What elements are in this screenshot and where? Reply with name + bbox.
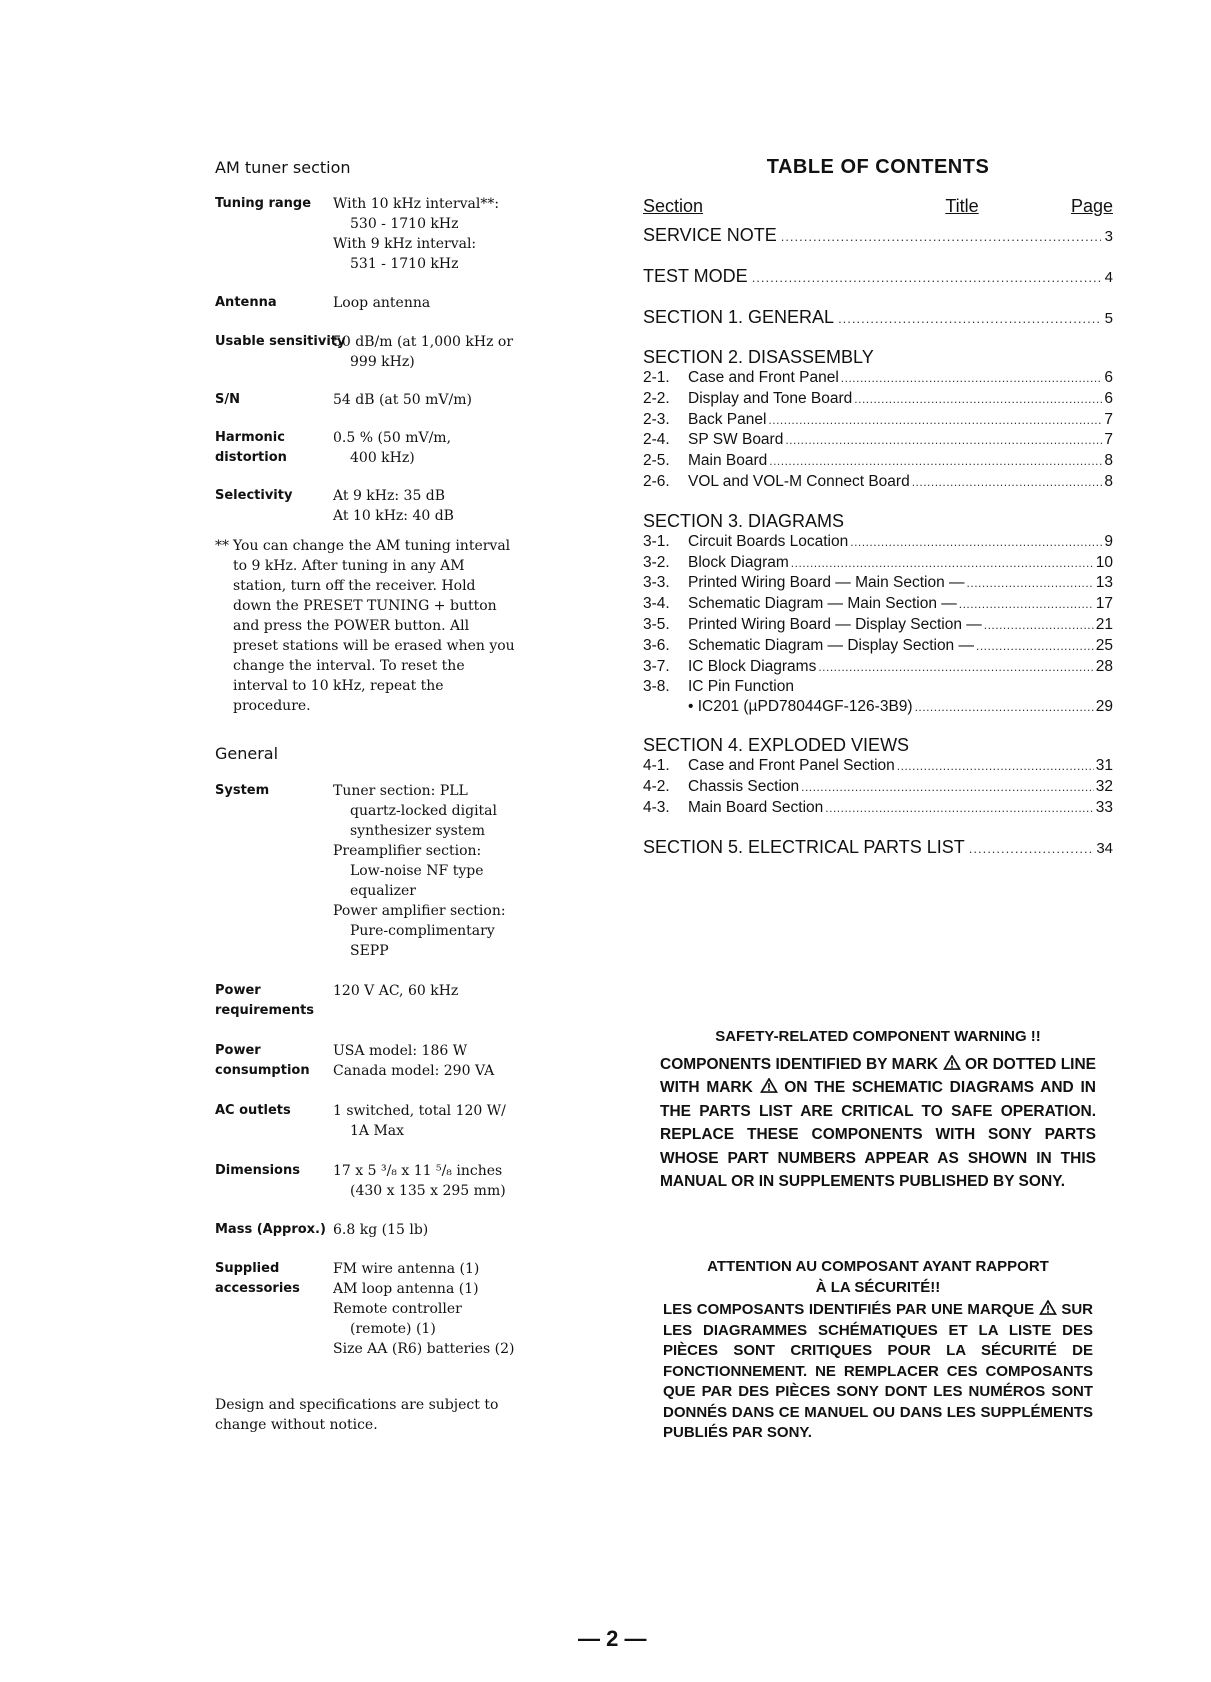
- spec-value: [333, 781, 655, 961]
- safety-warning-body: [660, 1053, 1096, 1194]
- toc-item-ic201[interactable]: [643, 697, 1113, 718]
- toc-item-page: 17: [1095, 595, 1113, 613]
- spec-value-line: synthesizer system: [350, 823, 485, 839]
- spec-value-line: 999 kHz): [350, 354, 415, 370]
- spec-value-line: 531 - 1710 kHz: [350, 256, 459, 272]
- spec-antenna: [215, 293, 655, 313]
- dot-leader: [769, 452, 1102, 472]
- spec-label-line: Harmonic: [215, 430, 285, 445]
- safety-warning-text: COMPONENTS IDENTIFIED BY MARK: [660, 1055, 939, 1073]
- safety-warning-text: SUR LES DIAGRAMMES SCHÉMATIQUES ET LA LISTE DES PIÈCES SONT CRITIQUES POUR LA SÉCURITÉ DE FONCTIONNEMENT. NE REMPLACER CES COMPOSANTS QUE PAR DES PIÈCES SONY DONT LES NUMÉROS SONT DONNÉS DANS CE MANUEL OU DANS LES SUPPLÉMENTS PUBLIÉS PAR SONY.: [663, 1301, 1093, 1441]
- spec-power-requirements: [215, 981, 655, 1021]
- toc-item[interactable]: [643, 615, 1113, 636]
- toc-item-page: 6: [1104, 389, 1113, 407]
- toc-item-page: 9: [1104, 532, 1113, 550]
- toc-item-number: 2-2.: [643, 389, 670, 407]
- spec-label-line: Supplied: [215, 1261, 280, 1276]
- toc-item-number: 2-5.: [643, 452, 670, 470]
- spec-value: [333, 1041, 655, 1081]
- spec-value-line: At 10 kHz: 40 dB: [333, 508, 454, 524]
- toc-item-page: 6: [1104, 369, 1113, 386]
- toc-section-3-heading[interactable]: SECTION 3. DIAGRAMS: [643, 510, 845, 531]
- toc-item-number: 2-6.: [643, 472, 670, 490]
- toc-entry-page: 5: [1104, 310, 1113, 327]
- dot-leader: [785, 431, 1102, 451]
- toc-item-page: 28: [1095, 657, 1113, 675]
- toc-item-number: 3-5.: [643, 615, 670, 633]
- toc-item[interactable]: [643, 472, 1113, 493]
- spec-label: Antenna: [215, 295, 277, 310]
- spec-value: [333, 428, 655, 468]
- toc-item-label: VOL and VOL-M Connect Board: [688, 472, 910, 490]
- toc-item-label: Circuit Boards Location: [688, 532, 849, 550]
- spec-label-line: consumption: [215, 1063, 310, 1078]
- spec-label-line: accessories: [215, 1281, 300, 1296]
- spec-value-line: USA model: 186 W: [333, 1043, 468, 1059]
- toc-section-3-items: [643, 532, 1113, 718]
- spec-label-line: requirements: [215, 1003, 315, 1018]
- toc-item[interactable]: [643, 451, 1113, 472]
- warning-triangle-icon: [943, 1055, 961, 1070]
- spec-value: 120 V AC, 60 kHz: [333, 983, 459, 999]
- dot-leader: [838, 308, 1101, 330]
- spec-value: [333, 332, 655, 372]
- toc-entry-label: SERVICE NOTE: [643, 225, 777, 245]
- dot-leader: [768, 411, 1102, 431]
- toc-item[interactable]: [643, 594, 1113, 615]
- toc-item[interactable]: [643, 410, 1113, 431]
- spec-system: [215, 781, 655, 961]
- toc-col-section: Section: [643, 196, 704, 216]
- note-text: You can change the AM tuning interval to 9 kHz. After tuning in any AM station, turn off the receiver. Hold down the PRESET TUNING + button and press the POWER button. All preset stations will be erased when you change the interval. To reset the interval to 10 kHz, repeat the procedure.: [233, 538, 515, 714]
- toc-title: TABLE OF CONTENTS: [766, 156, 990, 178]
- spec-value-line: (430 x 135 x 295 mm): [350, 1183, 506, 1199]
- toc-entry-test-mode[interactable]: [643, 265, 1113, 289]
- toc-col-title: Title: [945, 196, 979, 216]
- spec-value-line: Pure-complimentary: [350, 923, 495, 939]
- toc-item-number: 3-8.: [643, 678, 670, 696]
- safety-warning-english: [660, 1025, 1096, 1194]
- toc-item-label: Printed Wiring Board — Main Section —: [688, 574, 965, 592]
- spec-value-line: With 10 kHz interval**:: [333, 196, 500, 212]
- toc-item[interactable]: [643, 657, 1113, 678]
- am-interval-note: [215, 536, 655, 716]
- spec-value-line: Size AA (R6) batteries (2): [333, 1341, 515, 1357]
- toc-item-label: Case and Front Panel: [688, 369, 839, 386]
- note-mark: **: [215, 538, 229, 554]
- table-of-contents: [643, 156, 1113, 860]
- safety-warning-title: SAFETY-RELATED COMPONENT WARNING !!: [715, 1028, 1041, 1045]
- toc-item[interactable]: [643, 756, 1113, 777]
- toc-item-label: IC Pin Function: [688, 678, 794, 696]
- spec-label: Dimensions: [215, 1163, 300, 1178]
- general-heading: General: [215, 744, 279, 763]
- toc-item-label: Case and Front Panel Section: [688, 756, 895, 774]
- dot-leader: [781, 226, 1101, 248]
- toc-item-page: 13: [1095, 574, 1113, 592]
- spec-label: [215, 1041, 333, 1081]
- toc-entry-label: SECTION 5. ELECTRICAL PARTS LIST: [643, 837, 965, 858]
- toc-item[interactable]: [643, 636, 1113, 657]
- spec-value: [333, 1161, 655, 1201]
- toc-item-number: 4-1.: [643, 756, 670, 774]
- toc-item-page: 21: [1095, 615, 1113, 633]
- toc-item[interactable]: [643, 368, 1113, 389]
- toc-section-2-heading[interactable]: SECTION 2. DISASSEMBLY: [643, 347, 874, 367]
- am-tuner-heading: AM tuner section: [215, 158, 351, 177]
- spec-tuning-range: [215, 194, 655, 274]
- toc-item[interactable]: [643, 573, 1113, 594]
- page-number: — 2 —: [578, 1626, 647, 1651]
- toc-entry-page: 3: [1104, 228, 1113, 245]
- toc-item-label: Printed Wiring Board — Display Section —: [688, 615, 982, 633]
- spec-value-line: equalizer: [350, 883, 416, 899]
- dot-leader: [752, 267, 1101, 289]
- toc-item-label: Schematic Diagram — Display Section —: [688, 636, 974, 654]
- spec-value-line: 1A Max: [350, 1123, 405, 1139]
- spec-ac-outlets: [215, 1101, 655, 1141]
- toc-item[interactable]: [643, 677, 1113, 697]
- spec-dimensions: [215, 1161, 655, 1201]
- spec-label: [215, 981, 333, 1021]
- toc-entry-section-5[interactable]: [643, 836, 1113, 860]
- toc-entry-label: SECTION 1. GENERAL: [643, 307, 835, 327]
- spec-value-line: With 9 kHz interval:: [333, 236, 477, 252]
- spec-value-line: AM loop antenna (1): [333, 1281, 479, 1297]
- toc-entry-page: 4: [1104, 269, 1113, 286]
- dot-leader: [959, 595, 1094, 615]
- toc-item-number: 3-3.: [643, 574, 670, 592]
- spec-value-line: At 9 kHz: 35 dB: [333, 488, 446, 504]
- safety-warning-body: [663, 1300, 1093, 1444]
- toc-column-headers: [643, 196, 1113, 217]
- toc-item-page: 33: [1095, 798, 1113, 816]
- toc-item-label: Main Board: [688, 452, 768, 470]
- toc-item[interactable]: [643, 553, 1113, 574]
- toc-item-label: Block Diagram: [688, 553, 789, 571]
- dot-leader: [818, 658, 1093, 678]
- toc-item-number: 3-2.: [643, 553, 670, 571]
- dot-leader: [969, 838, 1093, 860]
- toc-item-page: 25: [1095, 636, 1113, 654]
- spec-usable-sensitivity: [215, 332, 655, 372]
- dot-leader: [801, 778, 1094, 798]
- dot-leader: [976, 637, 1094, 657]
- spec-label: S/N: [215, 392, 240, 407]
- spec-value-line: Preamplifier section:: [333, 843, 482, 859]
- spec-supplied-accessories: [215, 1259, 655, 1359]
- toc-item-page: 10: [1095, 553, 1113, 571]
- toc-item-label: SP SW Board: [688, 431, 784, 449]
- spec-label-line: Power: [215, 983, 261, 998]
- spec-value-line: quartz-locked digital: [350, 803, 498, 819]
- toc-section-4-items: [643, 756, 1113, 818]
- toc-item-label: Back Panel: [688, 410, 767, 428]
- spec-sn: [215, 390, 655, 410]
- toc-item-label: Schematic Diagram — Main Section —: [688, 595, 957, 613]
- toc-section-4-heading[interactable]: SECTION 4. EXPLODED VIEWS: [643, 734, 910, 755]
- toc-entry-page: 34: [1096, 840, 1113, 858]
- toc-item-label: IC Block Diagrams: [688, 657, 817, 675]
- toc-item-number: 3-6.: [643, 636, 670, 654]
- spec-label-line: distortion: [215, 450, 287, 465]
- safety-warning-text: OR DOTTED LINE WITH MARK: [660, 1055, 1097, 1096]
- safety-warning-text: LES COMPOSANTS IDENTIFIÉS PAR UNE MARQUE: [663, 1301, 1035, 1318]
- spec-value-line: Low-noise NF type: [350, 863, 484, 879]
- dot-leader: [825, 799, 1093, 819]
- dot-leader: [791, 554, 1094, 574]
- toc-item-page: 32: [1095, 777, 1113, 795]
- spec-label: AC outlets: [215, 1103, 291, 1118]
- spec-value: 6.8 kg (15 lb): [333, 1222, 429, 1238]
- spec-value-line: SEPP: [350, 943, 389, 959]
- toc-item[interactable]: [643, 389, 1113, 410]
- safety-warning-text: ON THE SCHEMATIC DIAGRAMS AND IN THE PARTS LIST ARE CRITICAL TO SAFE OPERATION. REPLACE THESE COMPONENTS WITH SONY PARTS WHOSE PART NUMBERS APPEAR AS SHOWN IN THIS MANUAL OR IN SUPPLEMENTS PUBLISHED BY SONY.: [660, 1079, 1096, 1190]
- spec-value-line: Tuner section: PLL: [333, 783, 468, 799]
- spec-value-line: 50 dB/m (at 1,000 kHz or: [333, 334, 514, 350]
- spec-value-line: 17 x 5 ³/₈ x 11 ⁵/₈ inches: [333, 1163, 503, 1179]
- spec-label: Usable sensitivity: [215, 334, 346, 349]
- toc-entry-label: TEST MODE: [643, 266, 748, 286]
- safety-warning-title: À LA SÉCURITÉ!!: [815, 1278, 941, 1296]
- toc-col-page: Page: [1070, 196, 1113, 216]
- toc-item-number: 2-1.: [643, 369, 670, 386]
- toc-item-page: 31: [1095, 756, 1113, 774]
- spec-label: Selectivity: [215, 488, 293, 503]
- toc-item-number: 4-2.: [643, 777, 670, 795]
- dot-leader: [912, 473, 1103, 493]
- spec-harmonic-distortion: [215, 428, 655, 468]
- specifications-column: [215, 158, 655, 1435]
- spec-value: 54 dB (at 50 mV/m): [333, 392, 472, 408]
- spec-label: Tuning range: [215, 196, 312, 211]
- spec-label: System: [215, 783, 270, 798]
- spec-value-line: 530 - 1710 kHz: [350, 216, 459, 232]
- spec-label: Mass (Approx.): [215, 1222, 326, 1237]
- spec-value-line: Canada model: 290 VA: [333, 1063, 495, 1079]
- toc-entry-section-1[interactable]: [643, 306, 1113, 330]
- toc-item-number: 2-4.: [643, 431, 670, 449]
- spec-value-line: Remote controller: [333, 1301, 462, 1317]
- toc-item-page: 7: [1104, 431, 1113, 449]
- toc-item-page: 29: [1095, 698, 1113, 716]
- toc-item-page: 8: [1104, 472, 1113, 490]
- toc-item-label: Main Board Section: [688, 798, 824, 816]
- dot-leader: [841, 369, 1103, 389]
- spec-value: [333, 1101, 655, 1141]
- warning-triangle-icon: [760, 1078, 778, 1093]
- toc-item-number: 2-3.: [643, 410, 670, 428]
- dot-leader: [850, 533, 1102, 553]
- dot-leader: [915, 698, 1094, 718]
- warning-triangle-icon: [1039, 1300, 1057, 1315]
- dot-leader: [967, 574, 1094, 594]
- spec-label: [215, 1259, 333, 1359]
- spec-power-consumption: [215, 1041, 655, 1081]
- toc-entry-service-note[interactable]: [643, 224, 1113, 248]
- specs-disclaimer: Design and specifications are subject to change without notice.: [215, 1397, 499, 1433]
- spec-value: Loop antenna: [333, 295, 431, 311]
- toc-item-label: Display and Tone Board: [688, 389, 853, 407]
- toc-section-2-items: [643, 368, 1113, 493]
- toc-item[interactable]: [643, 430, 1113, 451]
- spec-label-line: Power: [215, 1043, 261, 1058]
- toc-item[interactable]: [643, 798, 1113, 819]
- spec-value: [333, 1259, 655, 1359]
- spec-value-line: Power amplifier section:: [333, 903, 506, 919]
- toc-item-label: Chassis Section: [688, 777, 800, 795]
- toc-item-label: • IC201 (µPD78044GF-126-3B9): [688, 698, 913, 716]
- spec-selectivity: [215, 486, 655, 526]
- spec-label: [215, 428, 333, 468]
- toc-item-number: 3-4.: [643, 595, 670, 613]
- spec-value-line: (remote) (1): [350, 1321, 436, 1337]
- toc-item[interactable]: [643, 532, 1113, 553]
- dot-leader: [854, 390, 1102, 410]
- toc-item-page: 7: [1104, 410, 1113, 428]
- toc-item-number: 3-7.: [643, 657, 670, 675]
- spec-value: [333, 194, 655, 274]
- safety-warning-french: [663, 1257, 1093, 1444]
- toc-item-number: 4-3.: [643, 798, 670, 816]
- spec-value-line: FM wire antenna (1): [333, 1261, 480, 1277]
- safety-warning-title: ATTENTION AU COMPOSANT AYANT RAPPORT: [707, 1258, 1049, 1275]
- spec-mass: [215, 1220, 655, 1240]
- toc-item-page: 8: [1104, 452, 1113, 470]
- spec-value-line: 400 kHz): [350, 450, 415, 466]
- dot-leader: [897, 757, 1094, 777]
- toc-item[interactable]: [643, 777, 1113, 798]
- spec-value-line: 0.5 % (50 mV/m,: [333, 430, 452, 446]
- dot-leader: [984, 616, 1094, 636]
- spec-value: [333, 486, 655, 526]
- toc-item-number: 3-1.: [643, 532, 670, 550]
- spec-value-line: 1 switched, total 120 W/: [333, 1103, 506, 1119]
